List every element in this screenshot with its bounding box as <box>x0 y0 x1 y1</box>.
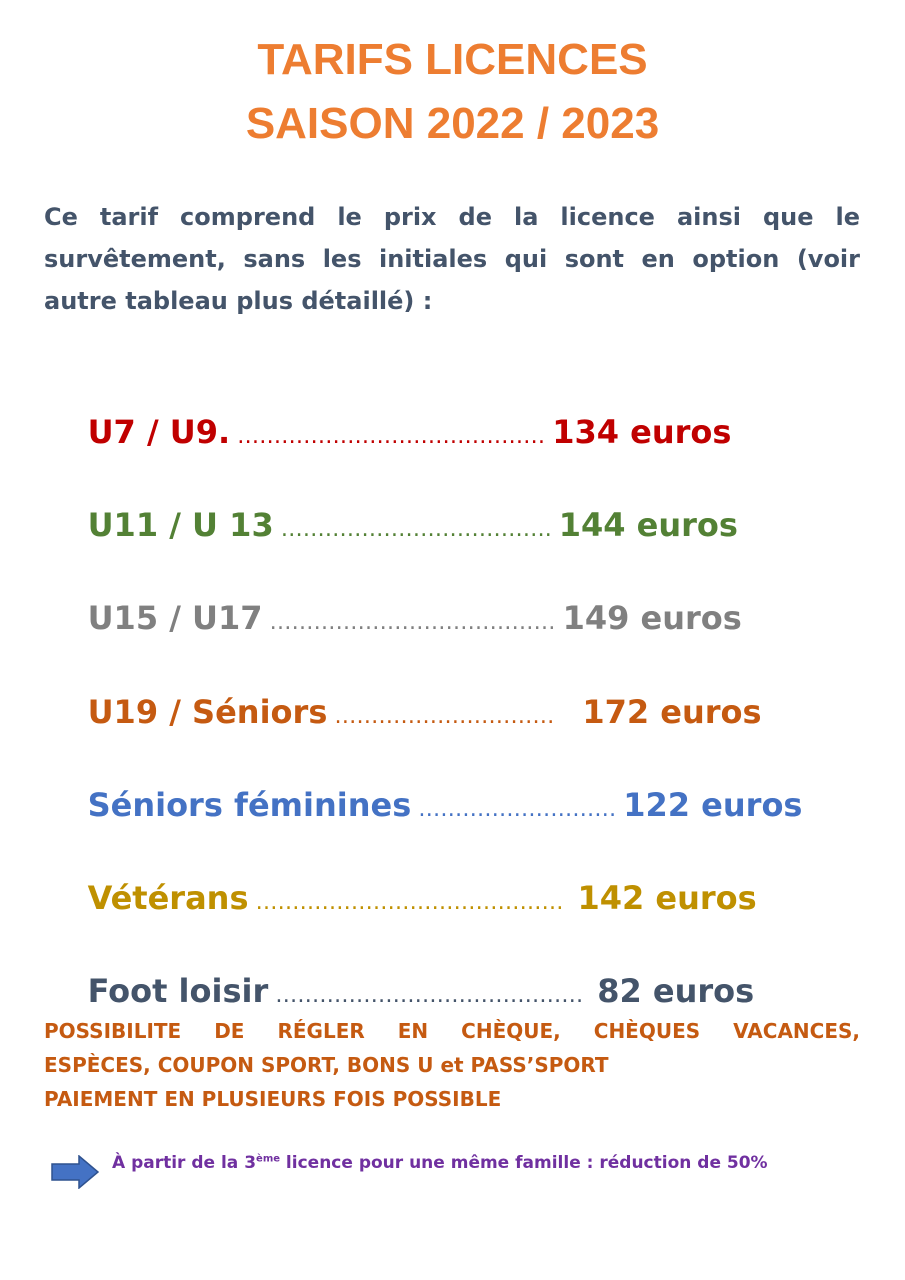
price-value: 144 euros <box>558 506 738 544</box>
dot-leader: …………………………………… <box>248 890 578 915</box>
dot-leader: …………………………………… <box>230 424 553 449</box>
intro-paragraph: Ce tarif comprend le prix de la licence ainsi que le survêtement, sans les initiales qui sont en option (voir autre tableau plus détaillé) : <box>44 203 860 315</box>
discount-prefix: À partir de la 3 <box>112 1153 257 1173</box>
installment-note: PAIEMENT EN PLUSIEURS FOIS POSSIBLE <box>44 1087 502 1111</box>
right-arrow-icon <box>51 1155 99 1189</box>
dot-leader: ………………………………. <box>273 517 559 542</box>
price-value: 134 euros <box>552 413 732 451</box>
price-category: Séniors féminines <box>87 786 412 824</box>
price-value: 149 euros <box>562 599 742 637</box>
page-title: TARIFS LICENCES <box>257 35 648 84</box>
discount-superscript: ème <box>256 1153 281 1165</box>
price-value: 122 euros <box>623 786 803 824</box>
price-category: U7 / U9. <box>87 413 231 451</box>
dot-leader: ………………………… <box>327 704 583 729</box>
payment-methods-line2: ESPÈCES, COUPON SPORT, BONS U et PASS’SPORT <box>44 1053 609 1077</box>
season-title: SAISON 2022 / 2023 <box>245 99 660 148</box>
dot-leader: ………………………………… <box>262 610 563 635</box>
price-category: Vétérans <box>87 879 249 917</box>
price-category: Foot loisir <box>87 972 269 1010</box>
price-value: 82 euros <box>597 972 755 1010</box>
dot-leader: …………………………………… <box>268 983 598 1008</box>
dot-leader: ……………………… <box>411 797 624 822</box>
price-value: 142 euros <box>577 879 757 917</box>
price-value: 172 euros <box>582 693 762 731</box>
family-discount-note <box>112 1153 768 1173</box>
price-category: U15 / U17 <box>87 599 263 637</box>
price-category: U19 / Séniors <box>87 693 328 731</box>
price-category: U11 / U 13 <box>87 506 274 544</box>
discount-suffix: licence pour une même famille : réduction de 50% <box>280 1153 768 1173</box>
payment-info <box>44 1014 860 1116</box>
payment-methods-line1: POSSIBILITE DE RÉGLER EN CHÈQUE, CHÈQUES VACANCES, <box>44 1019 860 1043</box>
